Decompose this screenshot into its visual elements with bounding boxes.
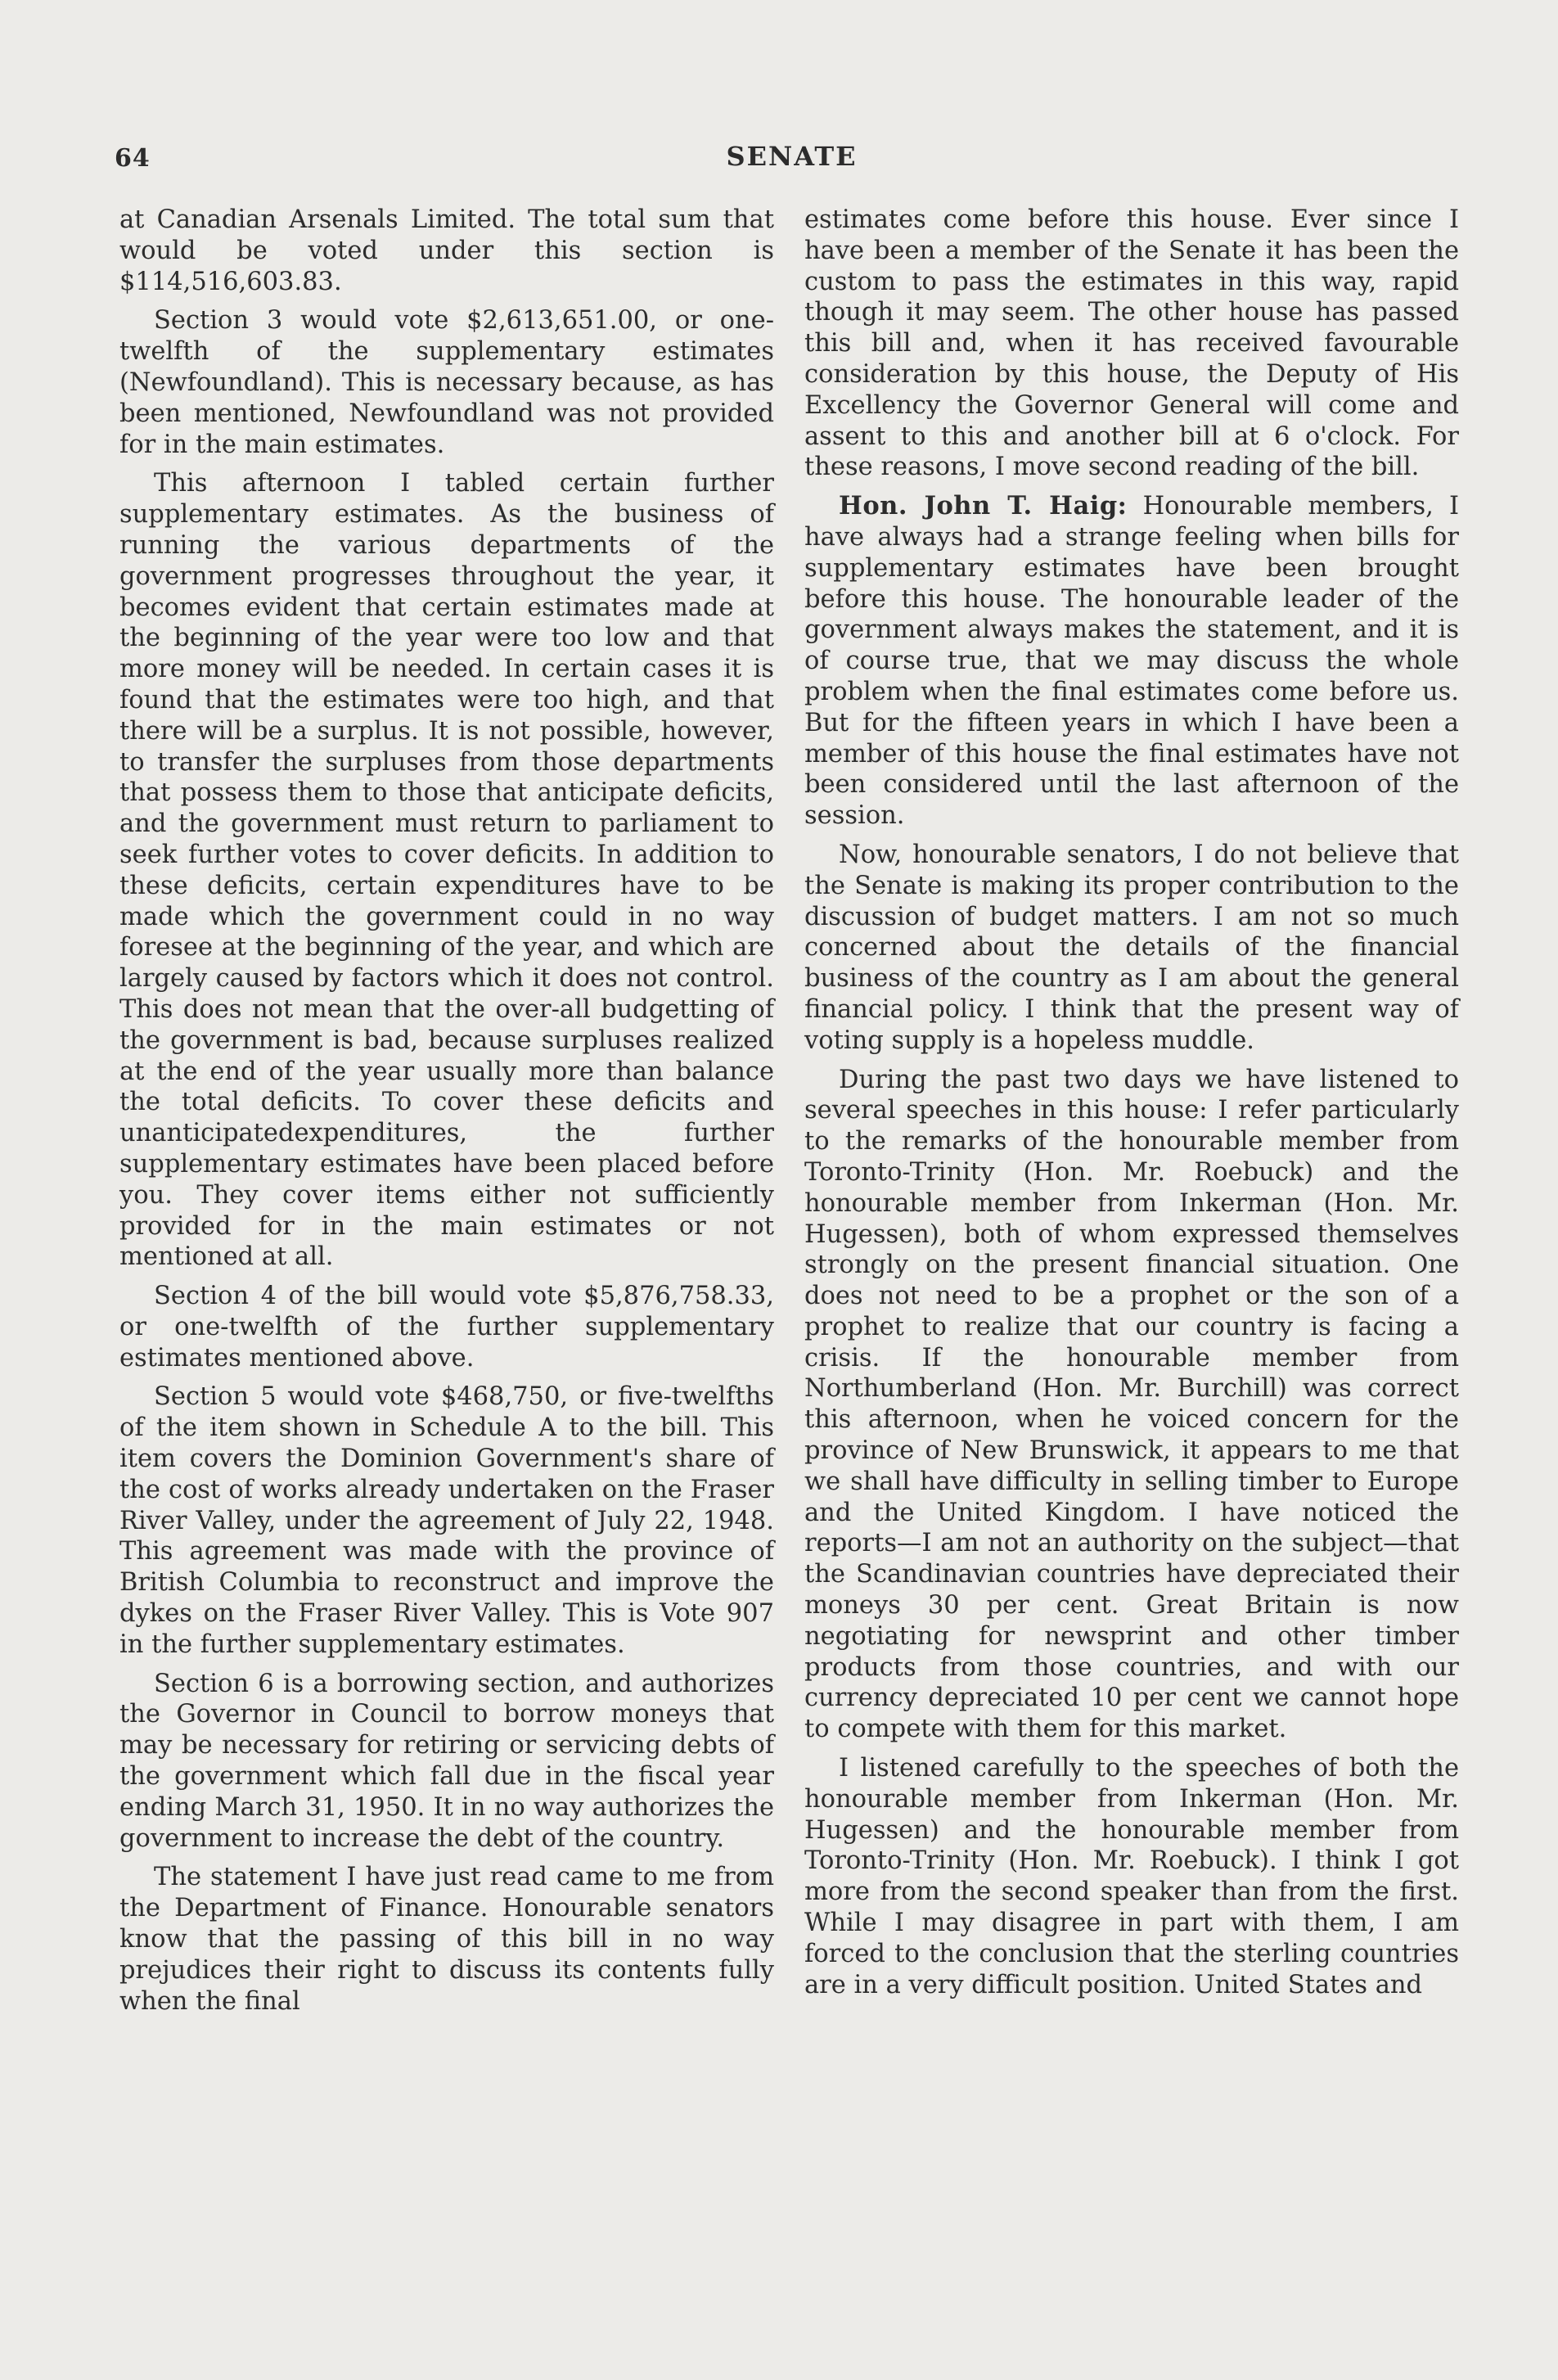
speech-paragraph xyxy=(804,491,1459,832)
left-column xyxy=(119,205,774,2025)
running-head: SENATE xyxy=(726,141,858,172)
paragraph: estimates come before this house. Ever since I have been a member of the Senate it has been the custom to pass the estimates in this way, rapid though it may seem. The other house has passed this bill and, when it has received favourable consideration by this house, the Deputy of His Excellency the Governor General will come and assent to this and another bill at 6 o'clock. For these reasons, I move second reading of the bill. xyxy=(804,205,1459,482)
paragraph: Section 6 is a borrowing section, and authorizes the Governor in Council to borrow moneys that may be necessary for retiring or servicing debts of the government which fall due in the fiscal year ending March 31, 1950. It in no way authorizes the government to increase the debt of the country. xyxy=(119,1669,774,1853)
paragraph: Section 5 would vote $468,750, or five-twelfths of the item shown in Schedule A to the bill. This item covers the Dominion Government's share of the cost of works already undertaken on the Fraser River Valley, under the agreement of July 22, 1948. This agreement was made with the province of British Columbia to reconstruct and improve the dykes on the Fraser River Valley. This is Vote 907 in the further supplementary estimates. xyxy=(119,1382,774,1659)
paragraph: I listened carefully to the speeches of both the honourable member from Inkerman (Hon. Mr. Hugessen) and the honourable member from Toronto-Trinity (Hon. Mr. Roebuck). I think I got more from the second speaker than from the first. While I may disagree in part with them, I am forced to the conclusion that the sterling countries are in a very difficult position. United States and xyxy=(804,1754,1459,1999)
paragraph: at Canadian Arsenals Limited. The total sum that would be voted under this section is $114,516,603.83. xyxy=(119,205,774,296)
page-header xyxy=(115,136,1469,185)
paragraph: The statement I have just read came to me from the Department of Finance. Honourable senators know that the passing of this bill in no way prejudices their right to discuss its contents fully when the final xyxy=(119,1863,774,2016)
paragraph: Section 4 of the bill would vote $5,876,758.33, or one-twelfth of the further supplementary estimates mentioned above. xyxy=(119,1282,774,1373)
paragraph: During the past two days we have listened to several speeches in this house: I refer particularly to the remarks of the honourable member from Toronto-Trinity (Hon. Mr. Roebuck) and the honourable member from Inkerman (Hon. Mr. Hugessen), both of whom expressed themselves strongly on the present financial situation. One does not need to be a prophet or the son of a prophet to realize that our country is facing a crisis. If the honourable member from Northumberland (Hon. Mr. Burchill) was correct this afternoon, when he voiced concern for the province of New Brunswick, it appears to me that we shall have difficulty in selling timber to Europe and the United Kingdom. I have noticed the reports—I am not an authority on the subject—that the Scandinavian countries have depreciated their moneys 30 per cent. Great Britain is now negotiating for newsprint and other timber products from those countries, and with our currency depreciated 10 per cent we cannot hope to compete with them for this market. xyxy=(804,1065,1459,1744)
paragraph: This afternoon I tabled certain further supplementary estimates. As the business of running the various departments of the government progresses throughout the year, it becomes evident that certain estimates made at the beginning of the year were too low and that more money will be needed. In certain cases it is found that the estimates were too high, and that there will be a surplus. It is not possible, however, to transfer the surpluses from those departments that possess them to those that anticipate deficits, and the government must return to parliament to seek further votes to cover deficits. In addition to these deficits, certain expenditures have to be made which the government could in no way foresee at the beginning of the year, and which are largely caused by factors which it does not control. This does not mean that the over-all budgetting of the government is bad, because surpluses realized at the end of the year usually more than balance the total deficits. To cover these deficits and unanticipatedexpenditures, the further supplementary estimates have been placed before you. They cover items either not sufficiently provided for in the main estimates or not mentioned at all. xyxy=(119,469,774,1272)
right-column xyxy=(804,205,1459,2008)
speaker-name: Hon. John T. Haig: xyxy=(839,491,1128,521)
speech-text: Honourable members, I have always had a strange feeling when bills for supplementary estimates have been brought before this house. The honourable leader of the government always makes the statement, and it is of course true, that we may discuss the whole problem when the final estimates come before us. But for the fifteen years in which I have been a member of this house the final estimates have not been considered until the last afternoon of the session. xyxy=(804,492,1459,831)
page-number: 64 xyxy=(115,144,151,173)
paragraph: Now, honourable senators, I do not believe that the Senate is making its proper contribution to the discussion of budget matters. I am not so much concerned about the details of the financial business of the country as I am about the general financial policy. I think that the present way of voting supply is a hopeless muddle. xyxy=(804,840,1459,1055)
paragraph: Section 3 would vote $2,613,651.00, or one-twelfth of the supplementary estimates (Newfoundland). This is necessary because, as has been mentioned, Newfoundland was not provided for in the main estimates. xyxy=(119,306,774,459)
